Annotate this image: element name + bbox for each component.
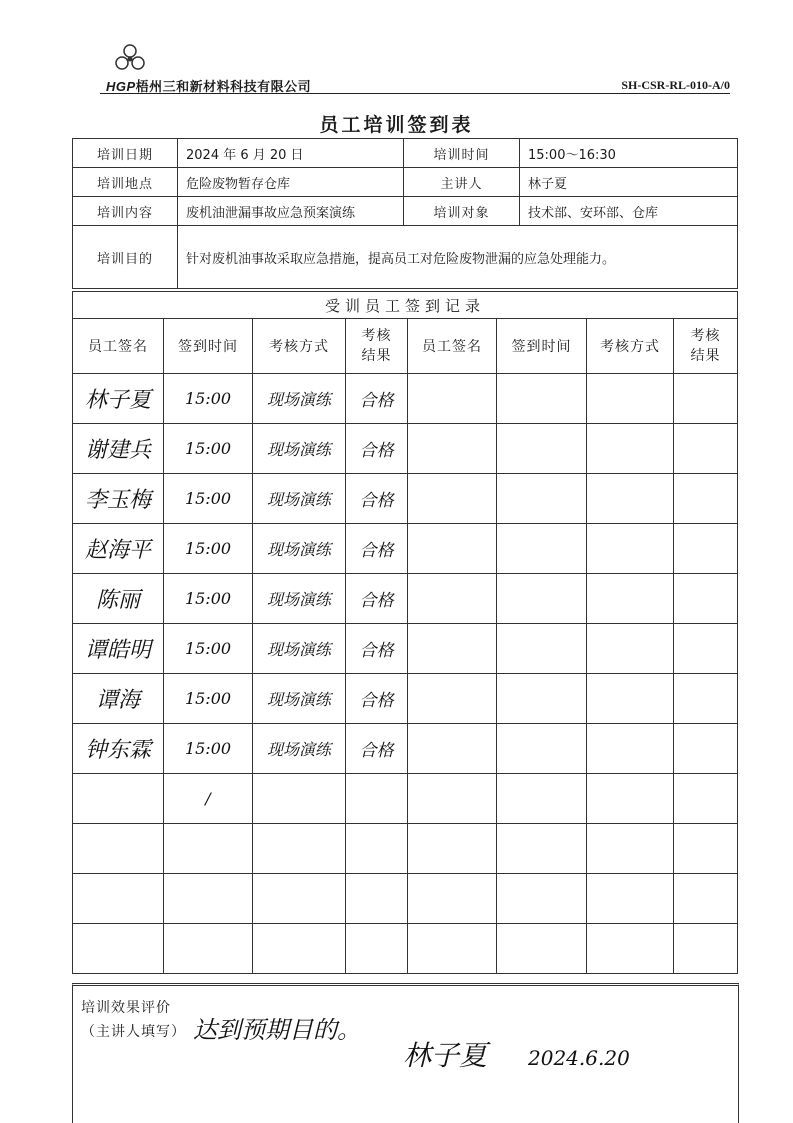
signature-cell-text: 林子夏 (84, 388, 151, 413)
empty-cell (408, 374, 497, 424)
empty-cell (674, 424, 738, 474)
empty-cell (674, 574, 738, 624)
empty-cell (587, 674, 674, 724)
assessment-result-cell (346, 724, 408, 774)
empty-cell (674, 624, 738, 674)
empty-cell (497, 624, 587, 674)
column-header: 考核 结果 (674, 319, 738, 374)
assessment-method-cell (253, 924, 346, 974)
evaluation-date: 2024.6.20 (528, 1046, 630, 1070)
empty-cell (497, 374, 587, 424)
signature-cell (73, 674, 164, 724)
assessment-result-cell (346, 824, 408, 874)
signature-cell-text: 李玉梅 (84, 488, 151, 513)
evaluation-signature: 林子夏 (403, 1039, 488, 1072)
empty-cell (674, 824, 738, 874)
assessment-method-cell-text: 现场演练 (266, 640, 331, 659)
signature-cell-text: 钟东霖 (84, 738, 151, 763)
assessment-method-cell-text: 现场演练 (266, 740, 331, 759)
signature-cell (73, 924, 164, 974)
empty-cell (497, 874, 587, 924)
signature-cell (73, 874, 164, 924)
signature-cell (73, 374, 164, 424)
empty-cell (587, 574, 674, 624)
table-row (73, 674, 738, 724)
signin-time-cell-text: / (205, 789, 211, 808)
empty-cell (587, 474, 674, 524)
company-logo-icon (110, 42, 150, 78)
empty-cell (497, 724, 587, 774)
content-label: 培训内容 (73, 197, 178, 226)
assessment-result-cell (346, 924, 408, 974)
empty-cell (587, 874, 674, 924)
header-divider (100, 93, 730, 94)
place-value: 危险废物暂存仓库 (178, 168, 404, 197)
signature-cell (73, 524, 164, 574)
signin-body (73, 374, 738, 974)
assessment-result-cell (346, 874, 408, 924)
empty-cell (587, 374, 674, 424)
table-row (73, 524, 738, 574)
assessment-method-cell (253, 524, 346, 574)
training-info-table (72, 138, 738, 289)
assessment-result-cell (346, 624, 408, 674)
empty-cell (497, 924, 587, 974)
purpose-value: 针对废机油事故采取应急措施，提高员工对危险废物泄漏的应急处理能力。 (178, 226, 738, 289)
table-row (73, 474, 738, 524)
signature-cell (73, 424, 164, 474)
assessment-result-cell (346, 574, 408, 624)
empty-cell (674, 674, 738, 724)
empty-cell (408, 824, 497, 874)
signin-time-cell-text: 15:00 (184, 589, 232, 608)
table-row (73, 624, 738, 674)
signature-cell-text: 谭海 (95, 688, 140, 713)
empty-cell (497, 524, 587, 574)
assessment-method-cell (253, 574, 346, 624)
date-label: 培训日期 (73, 139, 178, 168)
column-header: 考核方式 (253, 319, 346, 374)
table-row (73, 824, 738, 874)
purpose-label: 培训目的 (73, 226, 178, 289)
empty-cell (408, 424, 497, 474)
place-label: 培训地点 (73, 168, 178, 197)
content-value: 废机油泄漏事故应急预案演练 (178, 197, 404, 226)
empty-cell (408, 574, 497, 624)
signin-time-cell-text: 15:00 (184, 489, 232, 508)
column-header: 签到时间 (497, 319, 587, 374)
empty-cell (497, 574, 587, 624)
assessment-method-cell (253, 424, 346, 474)
signin-time-cell (164, 924, 253, 974)
assessment-result-cell (346, 524, 408, 574)
target-label: 培训对象 (404, 197, 520, 226)
assessment-method-cell (253, 374, 346, 424)
assessment-method-cell (253, 724, 346, 774)
empty-cell (674, 924, 738, 974)
signin-time-cell (164, 524, 253, 574)
time-value: 15:00～16:30 (520, 139, 738, 168)
assessment-method-cell (253, 874, 346, 924)
empty-cell (674, 874, 738, 924)
signin-time-cell (164, 774, 253, 824)
assessment-result-cell (346, 474, 408, 524)
empty-cell (674, 724, 738, 774)
table-row (73, 874, 738, 924)
assessment-result-cell (346, 424, 408, 474)
page-header (100, 42, 730, 94)
signature-cell (73, 824, 164, 874)
empty-cell (497, 674, 587, 724)
empty-cell (587, 524, 674, 574)
signin-time-cell-text: 15:00 (184, 639, 232, 658)
assessment-result-cell (346, 674, 408, 724)
column-header: 员工签名 (408, 319, 497, 374)
signin-time-cell (164, 824, 253, 874)
lecturer-label: 主讲人 (404, 168, 520, 197)
empty-cell (587, 624, 674, 674)
assessment-method-cell-text: 现场演练 (266, 690, 331, 709)
assessment-result-cell-text: 合格 (359, 741, 394, 761)
logo-abbr: HGP (106, 79, 136, 94)
signin-time-cell-text: 15:00 (184, 439, 232, 458)
empty-cell (408, 624, 497, 674)
assessment-method-cell (253, 474, 346, 524)
column-header: 员工签名 (73, 319, 164, 374)
signature-cell-text: 谢建兵 (84, 438, 151, 463)
empty-cell (408, 724, 497, 774)
signature-cell (73, 724, 164, 774)
assessment-result-cell-text: 合格 (359, 541, 394, 561)
signature-cell (73, 774, 164, 824)
empty-cell (408, 474, 497, 524)
signin-time-cell (164, 574, 253, 624)
column-header: 签到时间 (164, 319, 253, 374)
evaluation-section (72, 983, 739, 1123)
table-row (73, 574, 738, 624)
assessment-method-cell (253, 774, 346, 824)
signin-time-cell (164, 724, 253, 774)
empty-cell (674, 474, 738, 524)
page-title: 员工培训签到表 (319, 114, 474, 136)
assessment-result-cell-text: 合格 (359, 691, 394, 711)
assessment-method-cell-text: 现场演练 (266, 590, 331, 609)
table-row (73, 924, 738, 974)
signature-cell-text: 陈丽 (95, 588, 140, 613)
empty-cell (408, 524, 497, 574)
empty-cell (587, 424, 674, 474)
assessment-result-cell (346, 774, 408, 824)
signature-cell-text: 赵海平 (84, 538, 151, 563)
assessment-result-cell-text: 合格 (359, 441, 394, 461)
lecturer-value: 林子夏 (520, 168, 738, 197)
signature-cell (73, 474, 164, 524)
assessment-result-cell (346, 374, 408, 424)
signin-header-row (73, 319, 738, 374)
signin-time-cell-text: 15:00 (184, 389, 232, 408)
empty-cell (408, 874, 497, 924)
time-label: 培训时间 (404, 139, 520, 168)
empty-cell (497, 474, 587, 524)
target-value: 技术部、安环部、仓库 (520, 197, 738, 226)
assessment-result-cell-text: 合格 (359, 391, 394, 411)
table-row (73, 374, 738, 424)
empty-cell (674, 774, 738, 824)
signin-time-cell (164, 374, 253, 424)
evaluation-label: 培训效果评价（主讲人填写） (81, 1000, 186, 1040)
evaluation-text: 达到预期目的。 (193, 1016, 361, 1044)
signin-time-cell (164, 474, 253, 524)
empty-cell (408, 774, 497, 824)
column-header: 考核方式 (587, 319, 674, 374)
signin-time-cell (164, 874, 253, 924)
table-row (73, 424, 738, 474)
company-fullname: 梧州三和新材料科技有限公司 (135, 80, 312, 95)
empty-cell (674, 374, 738, 424)
empty-cell (408, 924, 497, 974)
empty-cell (497, 774, 587, 824)
empty-cell (587, 924, 674, 974)
signin-time-cell-text: 15:00 (184, 739, 232, 758)
assessment-method-cell (253, 624, 346, 674)
assessment-method-cell (253, 824, 346, 874)
signin-time-cell (164, 624, 253, 674)
table-row (73, 774, 738, 824)
assessment-result-cell-text: 合格 (359, 591, 394, 611)
assessment-result-cell-text: 合格 (359, 641, 394, 661)
assessment-result-cell-text: 合格 (359, 491, 394, 511)
signature-cell (73, 574, 164, 624)
empty-cell (408, 674, 497, 724)
signin-section-title: 受训员工签到记录 (73, 292, 738, 319)
empty-cell (674, 524, 738, 574)
signin-time-cell-text: 15:00 (184, 539, 232, 558)
signin-time-cell (164, 424, 253, 474)
empty-cell (587, 824, 674, 874)
empty-cell (497, 424, 587, 474)
assessment-method-cell-text: 现场演练 (266, 390, 331, 409)
signature-cell (73, 624, 164, 674)
signin-time-cell-text: 15:00 (184, 689, 232, 708)
assessment-method-cell-text: 现场演练 (266, 440, 331, 459)
table-row (73, 724, 738, 774)
signature-cell-text: 谭皓明 (84, 638, 151, 663)
empty-cell (497, 824, 587, 874)
assessment-method-cell-text: 现场演练 (266, 540, 331, 559)
signin-time-cell (164, 674, 253, 724)
assessment-method-cell (253, 674, 346, 724)
empty-cell (587, 774, 674, 824)
signin-table (72, 291, 738, 974)
column-header: 考核 结果 (346, 319, 408, 374)
empty-cell (587, 724, 674, 774)
date-value: 2024 年 6 月 20 日 (178, 139, 404, 168)
assessment-method-cell-text: 现场演练 (266, 490, 331, 509)
document-number: SH-CSR-RL-010-A/0 (621, 78, 730, 92)
